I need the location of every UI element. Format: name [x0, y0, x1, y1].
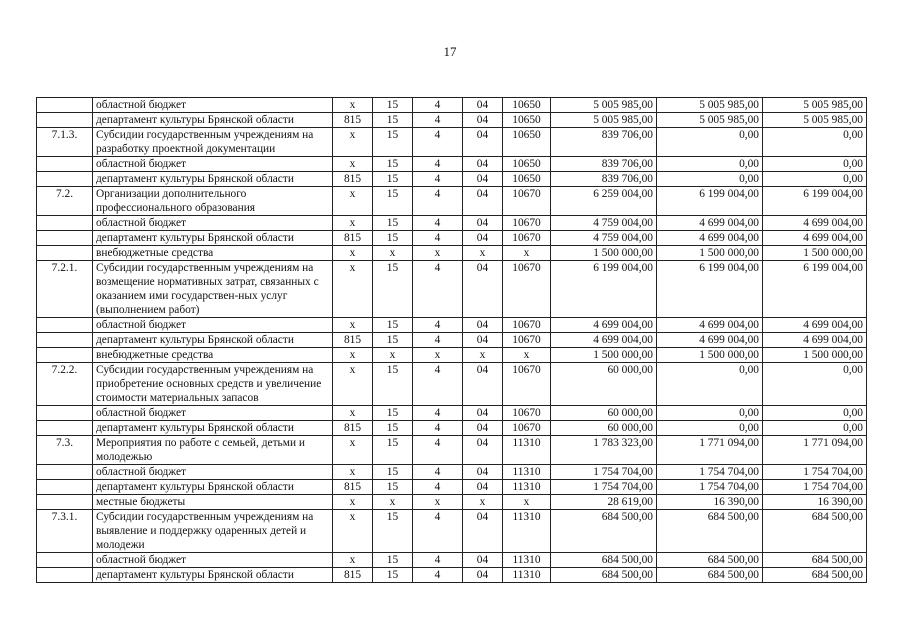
- section-code-cell: 15: [373, 98, 413, 113]
- amount-year-1-cell: 684 500,00: [551, 553, 657, 568]
- amount-year-2-cell: 684 500,00: [657, 553, 763, 568]
- table-row: [37, 216, 867, 231]
- row-number-cell: [37, 113, 93, 128]
- amount-year-3-cell: 0,00: [763, 406, 867, 421]
- program-code-cell: 04: [463, 231, 503, 246]
- amount-year-3-cell: 16 390,00: [763, 495, 867, 510]
- amount-year-1-cell: 839 706,00: [551, 128, 657, 157]
- admin-code-cell: 815: [333, 172, 373, 187]
- amount-year-2-cell: 1 754 704,00: [657, 465, 763, 480]
- row-number-cell: 7.2.1.: [37, 261, 93, 318]
- budget-table: [36, 97, 867, 583]
- amount-year-3-cell: 0,00: [763, 421, 867, 436]
- section-code-cell: 15: [373, 172, 413, 187]
- amount-year-3-cell: 1 754 704,00: [763, 465, 867, 480]
- amount-year-1-cell: 6 199 004,00: [551, 261, 657, 318]
- table-row: [37, 421, 867, 436]
- amount-year-3-cell: 1 500 000,00: [763, 348, 867, 363]
- admin-code-cell: х: [333, 216, 373, 231]
- program-code-cell: 04: [463, 261, 503, 318]
- target-code-cell: 10670: [503, 216, 551, 231]
- section-code-cell: 15: [373, 261, 413, 318]
- admin-code-cell: 815: [333, 421, 373, 436]
- row-name-cell: Мероприятия по работе с семьей, детьми и молодежью: [93, 436, 333, 465]
- table-row: [37, 480, 867, 495]
- amount-year-2-cell: 6 199 004,00: [657, 261, 763, 318]
- table-row: [37, 553, 867, 568]
- section-code-cell: 15: [373, 436, 413, 465]
- row-number-cell: [37, 216, 93, 231]
- program-code-cell: 04: [463, 318, 503, 333]
- subsection-code-cell: 4: [413, 318, 463, 333]
- amount-year-1-cell: 684 500,00: [551, 510, 657, 553]
- target-code-cell: 11310: [503, 465, 551, 480]
- amount-year-2-cell: 6 199 004,00: [657, 187, 763, 216]
- section-code-cell: х: [373, 348, 413, 363]
- section-code-cell: х: [373, 495, 413, 510]
- row-name-cell: департамент культуры Брянской области: [93, 231, 333, 246]
- admin-code-cell: х: [333, 406, 373, 421]
- amount-year-3-cell: 0,00: [763, 172, 867, 187]
- row-name-cell: департамент культуры Брянской области: [93, 480, 333, 495]
- admin-code-cell: х: [333, 465, 373, 480]
- table-row: [37, 157, 867, 172]
- row-name-cell: областной бюджет: [93, 465, 333, 480]
- subsection-code-cell: 4: [413, 98, 463, 113]
- amount-year-3-cell: 6 199 004,00: [763, 187, 867, 216]
- row-number-cell: [37, 480, 93, 495]
- program-code-cell: 04: [463, 333, 503, 348]
- admin-code-cell: х: [333, 510, 373, 553]
- row-number-cell: [37, 421, 93, 436]
- amount-year-3-cell: 0,00: [763, 157, 867, 172]
- row-number-cell: [37, 157, 93, 172]
- subsection-code-cell: 4: [413, 261, 463, 318]
- subsection-code-cell: 4: [413, 157, 463, 172]
- section-code-cell: 15: [373, 128, 413, 157]
- admin-code-cell: х: [333, 246, 373, 261]
- row-name-cell: Субсидии государственным учреждениям на возмещение нормативных затрат, связанных с оказанием ими государствен-ных услуг (выполнением работ): [93, 261, 333, 318]
- table-row: [37, 510, 867, 553]
- row-number-cell: [37, 406, 93, 421]
- amount-year-1-cell: 4 699 004,00: [551, 333, 657, 348]
- section-code-cell: 15: [373, 157, 413, 172]
- admin-code-cell: х: [333, 363, 373, 406]
- row-number-cell: [37, 348, 93, 363]
- admin-code-cell: 815: [333, 480, 373, 495]
- target-code-cell: 11310: [503, 568, 551, 583]
- program-code-cell: 04: [463, 436, 503, 465]
- table-row: [37, 333, 867, 348]
- amount-year-2-cell: 0,00: [657, 128, 763, 157]
- amount-year-1-cell: 5 005 985,00: [551, 113, 657, 128]
- program-code-cell: 04: [463, 187, 503, 216]
- section-code-cell: 15: [373, 187, 413, 216]
- admin-code-cell: 815: [333, 231, 373, 246]
- admin-code-cell: х: [333, 495, 373, 510]
- table-row: [37, 568, 867, 583]
- table-row: [37, 363, 867, 406]
- amount-year-2-cell: 684 500,00: [657, 568, 763, 583]
- program-code-cell: 04: [463, 406, 503, 421]
- row-name-cell: областной бюджет: [93, 553, 333, 568]
- target-code-cell: 10670: [503, 421, 551, 436]
- subsection-code-cell: 4: [413, 480, 463, 495]
- admin-code-cell: 815: [333, 113, 373, 128]
- amount-year-1-cell: 1 754 704,00: [551, 465, 657, 480]
- admin-code-cell: х: [333, 318, 373, 333]
- amount-year-2-cell: 1 500 000,00: [657, 246, 763, 261]
- target-code-cell: 11310: [503, 436, 551, 465]
- row-number-cell: [37, 553, 93, 568]
- table-row: [37, 187, 867, 216]
- amount-year-3-cell: 5 005 985,00: [763, 113, 867, 128]
- program-code-cell: х: [463, 246, 503, 261]
- admin-code-cell: х: [333, 98, 373, 113]
- target-code-cell: 10670: [503, 261, 551, 318]
- target-code-cell: 10650: [503, 98, 551, 113]
- amount-year-1-cell: 60 000,00: [551, 421, 657, 436]
- row-name-cell: внебюджетные средства: [93, 246, 333, 261]
- amount-year-3-cell: 4 699 004,00: [763, 333, 867, 348]
- program-code-cell: 04: [463, 510, 503, 553]
- amount-year-2-cell: 4 699 004,00: [657, 216, 763, 231]
- row-number-cell: 7.2.2.: [37, 363, 93, 406]
- row-name-cell: областной бюджет: [93, 318, 333, 333]
- amount-year-1-cell: 6 259 004,00: [551, 187, 657, 216]
- row-number-cell: 7.3.: [37, 436, 93, 465]
- target-code-cell: х: [503, 348, 551, 363]
- section-code-cell: 15: [373, 510, 413, 553]
- subsection-code-cell: 4: [413, 406, 463, 421]
- section-code-cell: 15: [373, 333, 413, 348]
- amount-year-3-cell: 684 500,00: [763, 568, 867, 583]
- row-name-cell: Субсидии государственным учреждениям на разработку проектной документации: [93, 128, 333, 157]
- program-code-cell: 04: [463, 113, 503, 128]
- target-code-cell: 10650: [503, 172, 551, 187]
- admin-code-cell: х: [333, 348, 373, 363]
- target-code-cell: 11310: [503, 553, 551, 568]
- program-code-cell: х: [463, 495, 503, 510]
- row-name-cell: областной бюджет: [93, 157, 333, 172]
- program-code-cell: 04: [463, 363, 503, 406]
- amount-year-2-cell: 5 005 985,00: [657, 98, 763, 113]
- target-code-cell: х: [503, 246, 551, 261]
- section-code-cell: 15: [373, 568, 413, 583]
- row-name-cell: департамент культуры Брянской области: [93, 568, 333, 583]
- program-code-cell: 04: [463, 465, 503, 480]
- amount-year-3-cell: 1 754 704,00: [763, 480, 867, 495]
- amount-year-1-cell: 4 699 004,00: [551, 318, 657, 333]
- admin-code-cell: х: [333, 553, 373, 568]
- admin-code-cell: х: [333, 436, 373, 465]
- amount-year-2-cell: 1 500 000,00: [657, 348, 763, 363]
- amount-year-1-cell: 1 783 323,00: [551, 436, 657, 465]
- program-code-cell: 04: [463, 128, 503, 157]
- admin-code-cell: х: [333, 157, 373, 172]
- program-code-cell: 04: [463, 172, 503, 187]
- amount-year-1-cell: 28 619,00: [551, 495, 657, 510]
- section-code-cell: 15: [373, 231, 413, 246]
- amount-year-2-cell: 684 500,00: [657, 510, 763, 553]
- section-code-cell: 15: [373, 113, 413, 128]
- section-code-cell: 15: [373, 318, 413, 333]
- amount-year-2-cell: 0,00: [657, 421, 763, 436]
- subsection-code-cell: 4: [413, 113, 463, 128]
- row-number-cell: 7.1.3.: [37, 128, 93, 157]
- section-code-cell: 15: [373, 363, 413, 406]
- amount-year-3-cell: 0,00: [763, 128, 867, 157]
- admin-code-cell: х: [333, 128, 373, 157]
- row-number-cell: [37, 246, 93, 261]
- amount-year-2-cell: 16 390,00: [657, 495, 763, 510]
- section-code-cell: 15: [373, 465, 413, 480]
- amount-year-2-cell: 1 754 704,00: [657, 480, 763, 495]
- program-code-cell: 04: [463, 157, 503, 172]
- amount-year-3-cell: 4 699 004,00: [763, 216, 867, 231]
- row-number-cell: [37, 231, 93, 246]
- table-row: [37, 406, 867, 421]
- admin-code-cell: 815: [333, 568, 373, 583]
- subsection-code-cell: 4: [413, 216, 463, 231]
- row-name-cell: областной бюджет: [93, 406, 333, 421]
- amount-year-1-cell: 1 500 000,00: [551, 348, 657, 363]
- table-row: [37, 465, 867, 480]
- amount-year-3-cell: 5 005 985,00: [763, 98, 867, 113]
- amount-year-2-cell: 0,00: [657, 406, 763, 421]
- row-name-cell: департамент культуры Брянской области: [93, 333, 333, 348]
- target-code-cell: 10670: [503, 363, 551, 406]
- subsection-code-cell: 4: [413, 187, 463, 216]
- row-number-cell: [37, 568, 93, 583]
- amount-year-2-cell: 4 699 004,00: [657, 333, 763, 348]
- amount-year-2-cell: 5 005 985,00: [657, 113, 763, 128]
- subsection-code-cell: 4: [413, 363, 463, 406]
- row-number-cell: [37, 333, 93, 348]
- admin-code-cell: 815: [333, 333, 373, 348]
- table-row: [37, 261, 867, 318]
- row-name-cell: областной бюджет: [93, 98, 333, 113]
- amount-year-1-cell: 1 500 000,00: [551, 246, 657, 261]
- page-number: 17: [443, 44, 457, 59]
- amount-year-2-cell: 4 699 004,00: [657, 231, 763, 246]
- table-row: [37, 495, 867, 510]
- amount-year-1-cell: 1 754 704,00: [551, 480, 657, 495]
- row-name-cell: областной бюджет: [93, 216, 333, 231]
- table-row: [37, 128, 867, 157]
- section-code-cell: 15: [373, 406, 413, 421]
- subsection-code-cell: х: [413, 495, 463, 510]
- section-code-cell: х: [373, 246, 413, 261]
- subsection-code-cell: 4: [413, 436, 463, 465]
- amount-year-1-cell: 839 706,00: [551, 172, 657, 187]
- amount-year-1-cell: 60 000,00: [551, 363, 657, 406]
- row-name-cell: внебюджетные средства: [93, 348, 333, 363]
- target-code-cell: 10670: [503, 187, 551, 216]
- amount-year-1-cell: 4 759 004,00: [551, 231, 657, 246]
- row-number-cell: 7.3.1.: [37, 510, 93, 553]
- program-code-cell: 04: [463, 421, 503, 436]
- amount-year-3-cell: 4 699 004,00: [763, 231, 867, 246]
- target-code-cell: 10670: [503, 231, 551, 246]
- row-name-cell: Субсидии государственным учреждениям на выявление и поддержку одаренных детей и молодежи: [93, 510, 333, 553]
- admin-code-cell: х: [333, 261, 373, 318]
- amount-year-2-cell: 0,00: [657, 172, 763, 187]
- table-row: [37, 113, 867, 128]
- program-code-cell: 04: [463, 480, 503, 495]
- table-row: [37, 246, 867, 261]
- table-row: [37, 98, 867, 113]
- subsection-code-cell: 4: [413, 568, 463, 583]
- table-row: [37, 172, 867, 187]
- target-code-cell: 10650: [503, 113, 551, 128]
- amount-year-1-cell: 4 759 004,00: [551, 216, 657, 231]
- target-code-cell: 11310: [503, 480, 551, 495]
- row-name-cell: местные бюджеты: [93, 495, 333, 510]
- amount-year-3-cell: 4 699 004,00: [763, 318, 867, 333]
- amount-year-2-cell: 1 771 094,00: [657, 436, 763, 465]
- program-code-cell: 04: [463, 216, 503, 231]
- amount-year-3-cell: 0,00: [763, 363, 867, 406]
- subsection-code-cell: 4: [413, 510, 463, 553]
- section-code-cell: 15: [373, 480, 413, 495]
- row-number-cell: [37, 465, 93, 480]
- amount-year-2-cell: 0,00: [657, 363, 763, 406]
- amount-year-3-cell: 1 771 094,00: [763, 436, 867, 465]
- row-name-cell: департамент культуры Брянской области: [93, 421, 333, 436]
- row-name-cell: Субсидии государственным учреждениям на приобретение основных средств и увеличение стоимости материальных запасов: [93, 363, 333, 406]
- section-code-cell: 15: [373, 421, 413, 436]
- table-row: [37, 348, 867, 363]
- target-code-cell: 10650: [503, 128, 551, 157]
- amount-year-1-cell: 839 706,00: [551, 157, 657, 172]
- target-code-cell: 10670: [503, 333, 551, 348]
- amount-year-2-cell: 0,00: [657, 157, 763, 172]
- row-number-cell: [37, 495, 93, 510]
- subsection-code-cell: х: [413, 246, 463, 261]
- target-code-cell: 10670: [503, 406, 551, 421]
- subsection-code-cell: х: [413, 348, 463, 363]
- subsection-code-cell: 4: [413, 172, 463, 187]
- program-code-cell: 04: [463, 98, 503, 113]
- amount-year-3-cell: 1 500 000,00: [763, 246, 867, 261]
- row-number-cell: 7.2.: [37, 187, 93, 216]
- subsection-code-cell: 4: [413, 231, 463, 246]
- amount-year-3-cell: 684 500,00: [763, 510, 867, 553]
- program-code-cell: х: [463, 348, 503, 363]
- amount-year-1-cell: 60 000,00: [551, 406, 657, 421]
- program-code-cell: 04: [463, 553, 503, 568]
- amount-year-1-cell: 684 500,00: [551, 568, 657, 583]
- row-number-cell: [37, 318, 93, 333]
- section-code-cell: 15: [373, 553, 413, 568]
- admin-code-cell: х: [333, 187, 373, 216]
- program-code-cell: 04: [463, 568, 503, 583]
- row-number-cell: [37, 98, 93, 113]
- row-name-cell: Организации дополнительного профессионального образования: [93, 187, 333, 216]
- table-row: [37, 318, 867, 333]
- table-row: [37, 231, 867, 246]
- row-name-cell: департамент культуры Брянской области: [93, 172, 333, 187]
- subsection-code-cell: 4: [413, 553, 463, 568]
- amount-year-3-cell: 684 500,00: [763, 553, 867, 568]
- subsection-code-cell: 4: [413, 333, 463, 348]
- target-code-cell: 11310: [503, 510, 551, 553]
- subsection-code-cell: 4: [413, 421, 463, 436]
- table-row: [37, 436, 867, 465]
- target-code-cell: х: [503, 495, 551, 510]
- budget-table-body: [37, 98, 867, 583]
- target-code-cell: 10670: [503, 318, 551, 333]
- row-number-cell: [37, 172, 93, 187]
- subsection-code-cell: 4: [413, 465, 463, 480]
- target-code-cell: 10650: [503, 157, 551, 172]
- subsection-code-cell: 4: [413, 128, 463, 157]
- amount-year-3-cell: 6 199 004,00: [763, 261, 867, 318]
- row-name-cell: департамент культуры Брянской области: [93, 113, 333, 128]
- amount-year-1-cell: 5 005 985,00: [551, 98, 657, 113]
- section-code-cell: 15: [373, 216, 413, 231]
- amount-year-2-cell: 4 699 004,00: [657, 318, 763, 333]
